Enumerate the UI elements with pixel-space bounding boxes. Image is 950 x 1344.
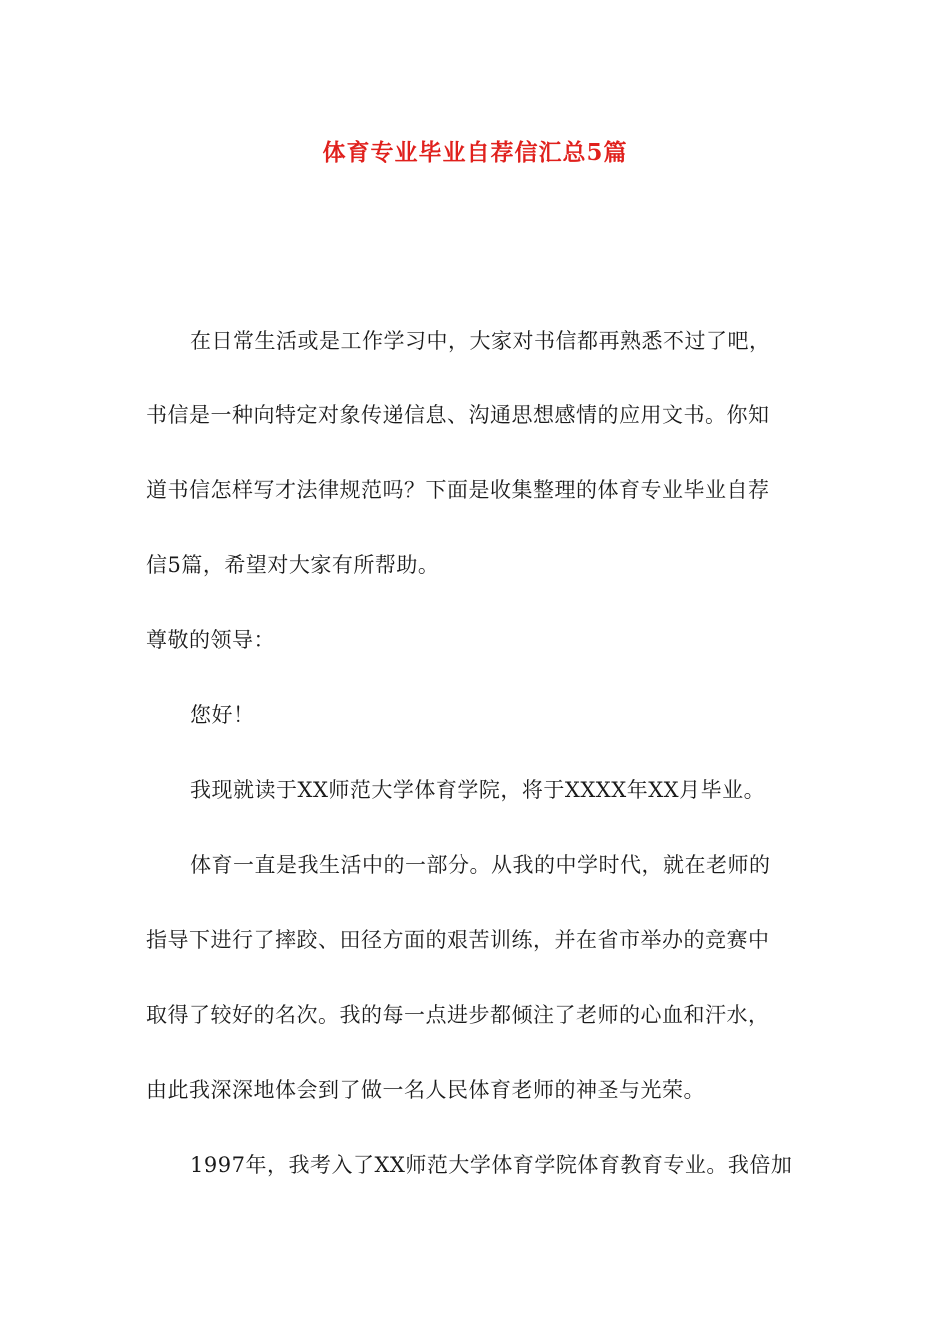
paragraph-line: 指导下进行了摔跤、田径方面的艰苦训练，并在省市举办的竞赛中 (146, 928, 770, 952)
salutation: 尊敬的领导： (146, 628, 275, 652)
document-title: 体育专业毕业自荐信汇总5篇 (322, 139, 628, 166)
paragraph-line: 信5篇，希望对大家有所帮助。 (146, 553, 440, 577)
paragraph-line: 体育一直是我生活中的一部分。从我的中学时代，就在老师的 (190, 853, 771, 877)
paragraph-line: 在日常生活或是工作学习中，大家对书信都再熟悉不过了吧， (190, 329, 771, 353)
paragraph-line: 我现就读于XX师范大学体育学院，将于XXXX年XX月毕业。 (190, 778, 766, 802)
greeting: 您好！ (190, 703, 255, 727)
paragraph-line: 1997年，我考入了XX师范大学体育学院体育教育专业。我倍加 (190, 1153, 793, 1177)
paragraph-line: 书信是一种向特定对象传递信息、沟通思想感情的应用文书。你知 (146, 403, 770, 427)
paragraph-line: 由此我深深地体会到了做一名人民体育老师的神圣与光荣。 (146, 1078, 705, 1102)
paragraph-line: 道书信怎样写才法律规范吗？下面是收集整理的体育专业毕业自荐 (146, 478, 770, 502)
paragraph-line: 取得了较好的名次。我的每一点进步都倾注了老师的心血和汗水， (146, 1003, 770, 1027)
